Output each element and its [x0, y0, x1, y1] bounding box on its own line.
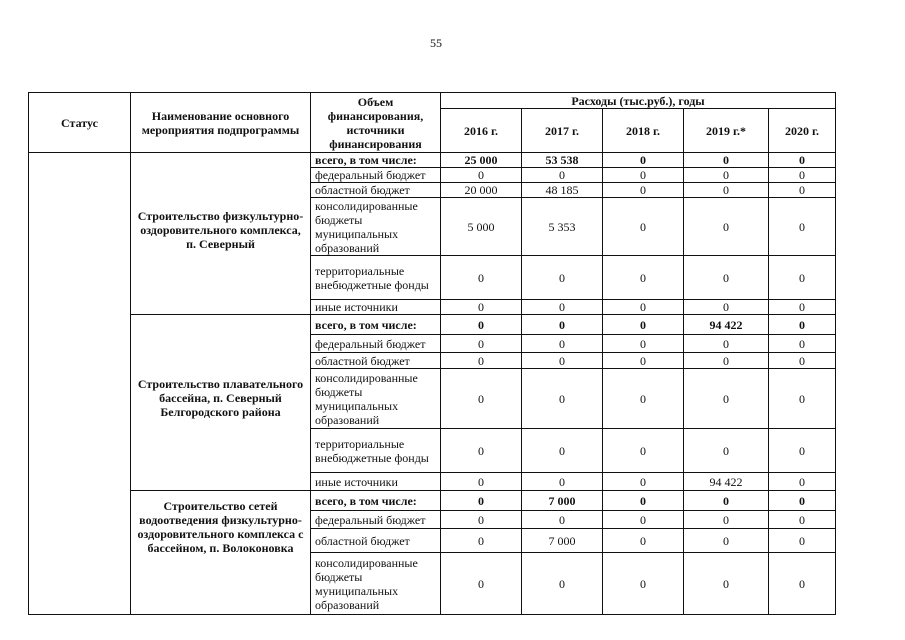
- amount-cell: 0: [603, 353, 684, 369]
- amount-cell: 0: [684, 491, 769, 511]
- financing-source: областной бюджет: [311, 353, 441, 369]
- amount-cell: 0: [522, 553, 603, 615]
- amount-cell: 0: [769, 198, 836, 256]
- amount-cell: 0: [441, 315, 522, 335]
- financing-source: областной бюджет: [311, 529, 441, 553]
- header-expenses: Расходы (тыс.руб.), годы: [441, 93, 836, 109]
- amount-cell: 0: [684, 168, 769, 183]
- amount-cell: 25 000: [441, 153, 522, 168]
- header-year: 2018 г.: [603, 109, 684, 153]
- amount-cell: 0: [684, 335, 769, 353]
- amount-cell: 0: [522, 256, 603, 300]
- amount-cell: 0: [441, 553, 522, 615]
- amount-cell: 0: [769, 529, 836, 553]
- amount-cell: 0: [684, 553, 769, 615]
- amount-cell: 0: [603, 529, 684, 553]
- status-cell: [29, 153, 131, 615]
- header-year: 2016 г.: [441, 109, 522, 153]
- activity-name: Строительство физкультурно-оздоровительного комплекса, п. Северный: [131, 153, 311, 315]
- amount-cell: 0: [684, 153, 769, 168]
- amount-cell: 94 422: [684, 473, 769, 491]
- amount-cell: 0: [684, 529, 769, 553]
- amount-cell: 7 000: [522, 529, 603, 553]
- amount-cell: 0: [769, 553, 836, 615]
- amount-cell: 0: [522, 335, 603, 353]
- total-row: [29, 491, 836, 511]
- amount-cell: 0: [603, 369, 684, 429]
- amount-cell: 0: [603, 429, 684, 473]
- amount-cell: 48 185: [522, 183, 603, 198]
- amount-cell: 0: [441, 256, 522, 300]
- amount-cell: 5 000: [441, 198, 522, 256]
- header-source: Объем финансирования, источники финансирования: [311, 93, 441, 153]
- activity-name: Строительство сетей водоотведения физкультурно-оздоровительного комплекса с бассейном, п. Волоконовка: [131, 491, 311, 615]
- amount-cell: 0: [769, 429, 836, 473]
- amount-cell: 0: [769, 473, 836, 491]
- amount-cell: 0: [684, 369, 769, 429]
- header-year: 2020 г.: [769, 109, 836, 153]
- amount-cell: 0: [769, 300, 836, 315]
- amount-cell: 0: [769, 183, 836, 198]
- amount-cell: 0: [441, 491, 522, 511]
- total-row: [29, 153, 836, 168]
- header-year: 2019 г.*: [684, 109, 769, 153]
- amount-cell: 0: [522, 473, 603, 491]
- amount-cell: 0: [603, 335, 684, 353]
- amount-cell: 0: [522, 353, 603, 369]
- amount-cell: 0: [769, 315, 836, 335]
- amount-cell: 0: [603, 491, 684, 511]
- amount-cell: 5 353: [522, 198, 603, 256]
- amount-cell: 0: [769, 353, 836, 369]
- table-header: [29, 93, 836, 153]
- table-body: [29, 153, 836, 615]
- header-activity: Наименование основного мероприятия подпрограммы: [131, 93, 311, 153]
- amount-cell: 0: [603, 198, 684, 256]
- financing-source: консолидированные бюджеты муниципальных образований: [311, 198, 441, 256]
- amount-cell: 0: [441, 473, 522, 491]
- amount-cell: 0: [769, 256, 836, 300]
- amount-cell: 0: [522, 168, 603, 183]
- financing-source: консолидированные бюджеты муниципальных образований: [311, 369, 441, 429]
- total-row: [29, 315, 836, 335]
- amount-cell: 0: [522, 369, 603, 429]
- amount-cell: 94 422: [684, 315, 769, 335]
- amount-cell: 0: [603, 300, 684, 315]
- amount-cell: 0: [522, 511, 603, 529]
- amount-cell: 0: [522, 300, 603, 315]
- amount-cell: 0: [603, 183, 684, 198]
- financing-table-container: [28, 92, 835, 615]
- financing-source: иные источники: [311, 300, 441, 315]
- amount-cell: 0: [441, 168, 522, 183]
- amount-cell: 0: [684, 511, 769, 529]
- amount-cell: 0: [769, 511, 836, 529]
- amount-cell: 0: [603, 315, 684, 335]
- amount-cell: 0: [603, 168, 684, 183]
- financing-source: федеральный бюджет: [311, 511, 441, 529]
- financing-source: федеральный бюджет: [311, 335, 441, 353]
- amount-cell: 0: [441, 300, 522, 315]
- amount-cell: 0: [441, 511, 522, 529]
- financing-source: всего, в том числе:: [311, 153, 441, 168]
- financing-source: консолидированные бюджеты муниципальных образований: [311, 553, 441, 615]
- amount-cell: 0: [769, 369, 836, 429]
- header-status: Статус: [29, 93, 131, 153]
- financing-source: областной бюджет: [311, 183, 441, 198]
- financing-table: [28, 92, 836, 615]
- amount-cell: 0: [603, 153, 684, 168]
- amount-cell: 7 000: [522, 491, 603, 511]
- financing-source: территориальные внебюджетные фонды: [311, 429, 441, 473]
- amount-cell: 0: [441, 529, 522, 553]
- amount-cell: 0: [769, 168, 836, 183]
- amount-cell: 0: [769, 335, 836, 353]
- amount-cell: 0: [441, 429, 522, 473]
- financing-source: иные источники: [311, 473, 441, 491]
- amount-cell: 0: [441, 369, 522, 429]
- amount-cell: 0: [684, 429, 769, 473]
- header-year: 2017 г.: [522, 109, 603, 153]
- amount-cell: 0: [684, 198, 769, 256]
- amount-cell: 0: [603, 511, 684, 529]
- activity-name: Строительство плавательного бассейна, п. Северный Белгородского района: [131, 315, 311, 491]
- financing-source: федеральный бюджет: [311, 168, 441, 183]
- financing-source: всего, в том числе:: [311, 491, 441, 511]
- amount-cell: 0: [684, 300, 769, 315]
- page-number: 55: [430, 36, 442, 50]
- amount-cell: 0: [769, 153, 836, 168]
- amount-cell: 0: [522, 429, 603, 473]
- amount-cell: 0: [522, 315, 603, 335]
- amount-cell: 20 000: [441, 183, 522, 198]
- amount-cell: 0: [603, 256, 684, 300]
- amount-cell: 0: [769, 491, 836, 511]
- amount-cell: 0: [684, 256, 769, 300]
- financing-source: территориальные внебюджетные фонды: [311, 256, 441, 300]
- amount-cell: 53 538: [522, 153, 603, 168]
- amount-cell: 0: [684, 183, 769, 198]
- financing-source: всего, в том числе:: [311, 315, 441, 335]
- amount-cell: 0: [441, 335, 522, 353]
- amount-cell: 0: [603, 473, 684, 491]
- amount-cell: 0: [684, 353, 769, 369]
- amount-cell: 0: [603, 553, 684, 615]
- amount-cell: 0: [441, 353, 522, 369]
